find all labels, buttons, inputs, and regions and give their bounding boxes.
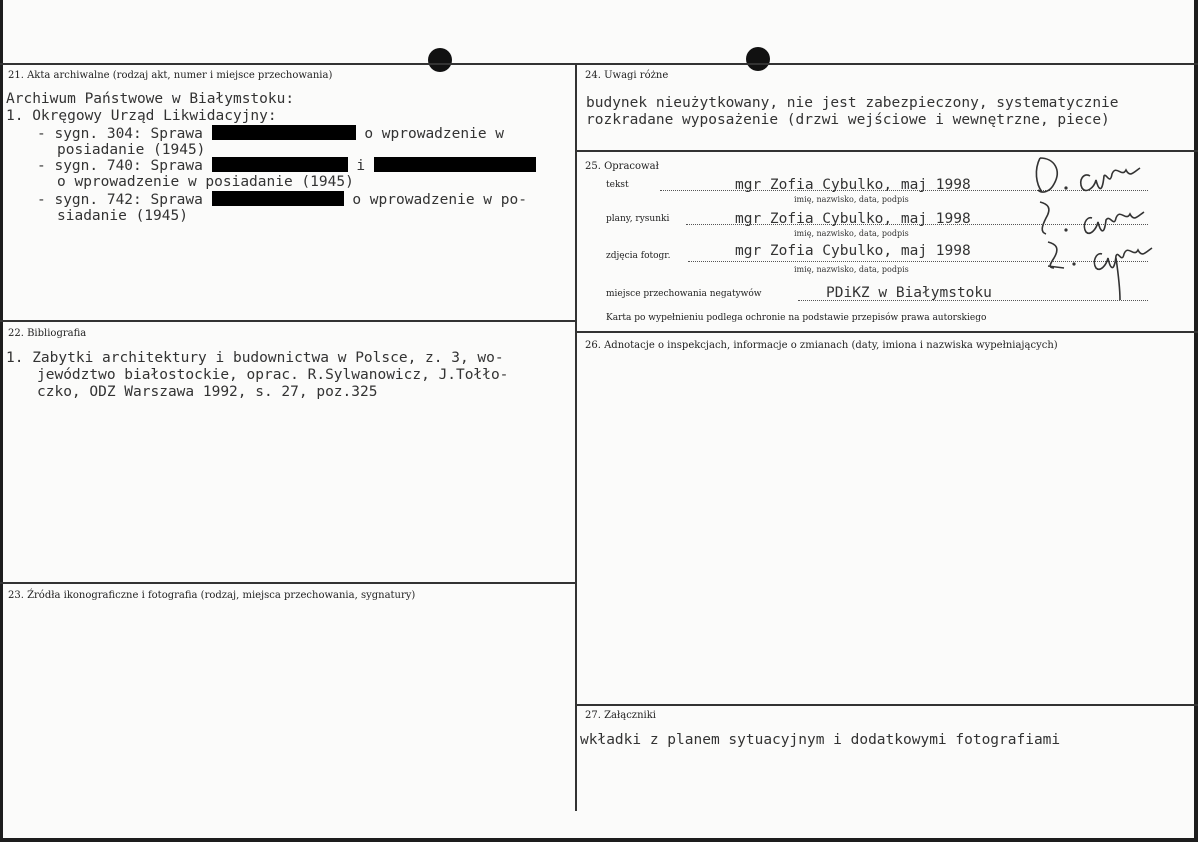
s21-line-5a: - sygn. 740: Sprawa xyxy=(37,158,203,174)
negatywy-label: miejsce przechowania negatywów xyxy=(606,289,762,299)
zdjecia-caption: imię, nazwisko, data, podpis xyxy=(794,265,909,274)
s21-line-7 xyxy=(37,191,527,209)
s21-line-3 xyxy=(37,125,504,143)
s24-line-2: rozkradane wyposażenie (drzwi wejściowe i wewnętrzne, piece) xyxy=(586,112,1110,128)
section-22-label: 22. Bibliografia xyxy=(8,328,87,339)
plany-caption: imię, nazwisko, data, podpis xyxy=(794,229,909,238)
center-divider xyxy=(575,63,577,811)
s24-line-1: budynek nieużytkowany, nie jest zabezpieczony, systematycznie xyxy=(586,95,1119,111)
tekst-label: tekst xyxy=(606,180,629,190)
s21-line-8: siadanie (1945) xyxy=(57,208,188,224)
section-25-label: 25. Opracował xyxy=(585,161,659,172)
s21-line-1: Archiwum Państwowe w Białymstoku: xyxy=(6,91,295,107)
section-24-label: 24. Uwagi różne xyxy=(585,70,669,81)
right-edge xyxy=(1194,0,1198,842)
section-23-label: 23. Źródła ikonograficzne i fotografia (rodzaj, miejsca przechowania, sygnatury) xyxy=(8,590,416,601)
tekst-caption: imię, nazwisko, data, podpis xyxy=(794,195,909,204)
s22-line-2: jewództwo białostockie, oprac. R.Sylwanowicz, J.Tołło- xyxy=(37,367,509,383)
punch-hole-left xyxy=(428,48,452,72)
plany-value: mgr Zofia Cybulko, maj 1998 xyxy=(735,211,971,227)
rule-right-26 xyxy=(576,331,1198,333)
redaction-bar xyxy=(212,157,348,172)
rule-left-23 xyxy=(0,582,576,584)
section-27-label: 27. Załączniki xyxy=(585,710,656,721)
s21-line-3b: o wprowadzenie w xyxy=(364,126,505,142)
s21-line-5 xyxy=(37,157,536,175)
left-edge xyxy=(0,0,3,842)
signature-2 xyxy=(1032,198,1162,240)
section-21-label: 21. Akta archiwalne (rodzaj akt, numer i miejsce przechowania) xyxy=(8,70,333,81)
rule-left-22 xyxy=(0,320,576,322)
s22-line-1: 1. Zabytki architektury i budownictwa w Polsce, z. 3, wo- xyxy=(6,350,504,366)
zdjecia-label: zdjęcia fotogr. xyxy=(606,251,671,261)
punch-hole-right xyxy=(746,47,770,71)
s21-line-4: posiadanie (1945) xyxy=(57,142,206,158)
bottom-edge xyxy=(0,838,1198,842)
copyright-note: Karta po wypełnieniu podlega ochronie na podstawie przepisów prawa autorskiego xyxy=(606,313,987,323)
tekst-value: mgr Zofia Cybulko, maj 1998 xyxy=(735,177,971,193)
redaction-bar xyxy=(374,157,536,172)
negatywy-value: PDiKZ w Białymstoku xyxy=(826,285,992,301)
s21-line-7a: - sygn. 742: Sprawa xyxy=(37,192,203,208)
s27-line-1: wkładki z planem sytuacyjnym i dodatkowymi fotografiami xyxy=(580,732,1061,748)
s21-line-6: o wprowadzenie w posiadanie (1945) xyxy=(57,174,354,190)
s21-line-3a: - sygn. 304: Sprawa xyxy=(37,126,203,142)
redaction-bar xyxy=(212,125,356,140)
rule-right-27 xyxy=(576,704,1198,706)
redaction-bar xyxy=(212,191,344,206)
signature-1 xyxy=(1032,152,1162,198)
zdjecia-value: mgr Zofia Cybulko, maj 1998 xyxy=(735,243,971,259)
s21-line-7b: o wprowadzenie w po- xyxy=(352,192,527,208)
s21-line-5b: i xyxy=(356,158,366,174)
s22-line-3: czko, ODZ Warszawa 1992, s. 27, poz.325 xyxy=(37,384,378,400)
section-26-label: 26. Adnotacje o inspekcjach, informacje o zmianach (daty, imiona i nazwiska wypełniających) xyxy=(585,340,1058,351)
top-rule xyxy=(0,63,1198,65)
signature-3 xyxy=(1036,236,1166,304)
plany-label: plany, rysunki xyxy=(606,214,670,224)
s21-line-2: 1. Okręgowy Urząd Likwidacyjny: xyxy=(6,108,277,124)
